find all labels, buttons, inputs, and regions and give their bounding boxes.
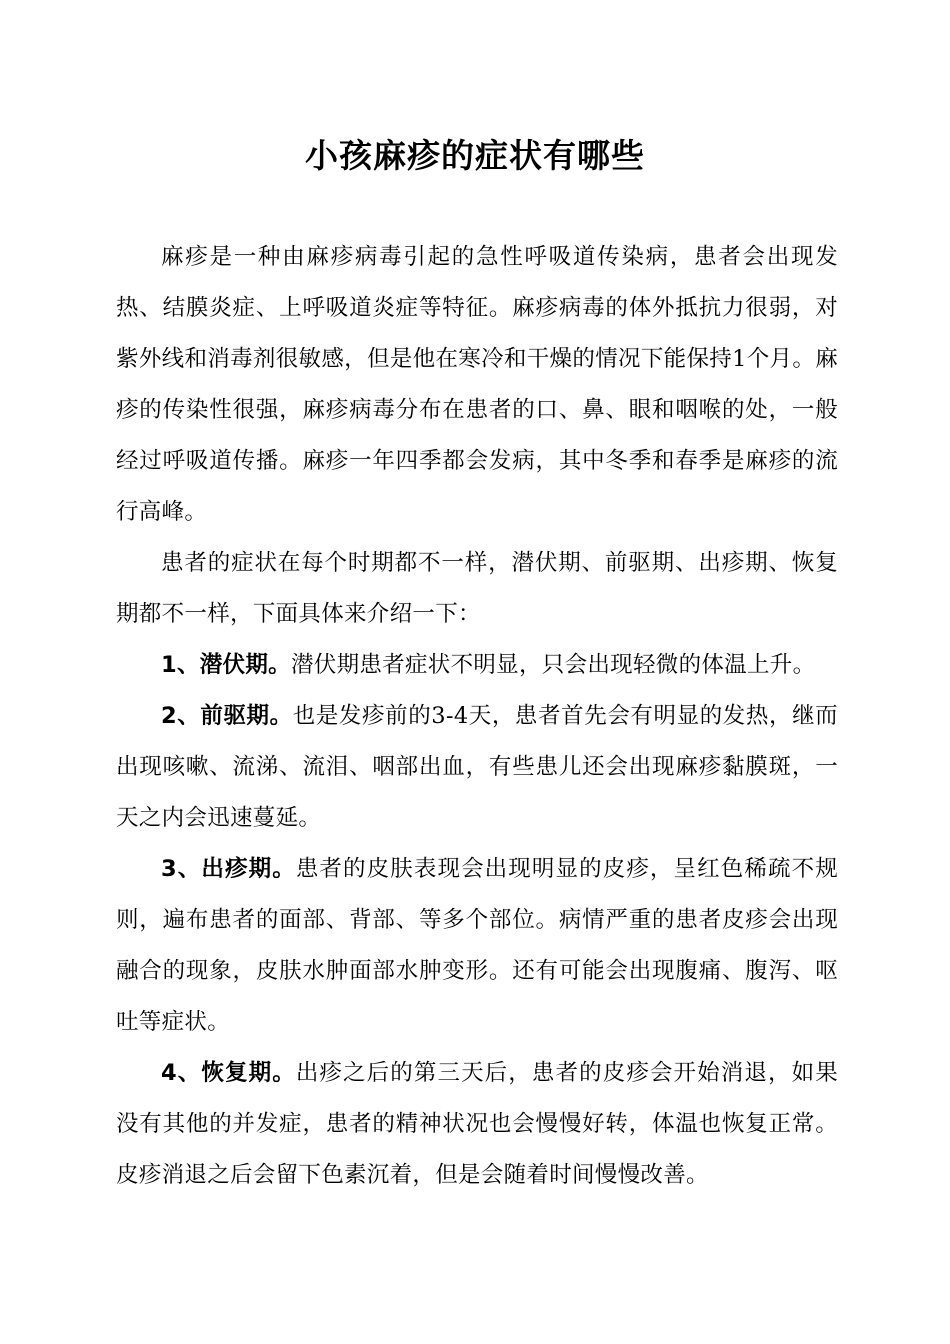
- section-text: 也是发疹前的3-4天，患者首先会有明显的发热，继而出现咳嗽、流涕、流泪、咽部出血，有些患儿还会出现麻疹黏膜斑，一天之内会迅速蔓延。: [116, 703, 838, 831]
- document-title: 小孩麻疹的症状有哪些: [305, 136, 645, 175]
- section-heading: 4、恢复期。: [161, 1060, 296, 1086]
- intro-paragraph: 麻疹是一种由麻疹病毒引起的急性呼吸道传染病，患者会出现发热、结膜炎症、上呼吸道炎症等特征。麻疹病毒的体外抵抗力很弱，对紫外线和消毒剂很敏感，但是他在寒冷和干燥的情况下能保持1个月。麻疹的传染性很强，麻疹病毒分布在患者的口、鼻、眼和咽喉的处，一般经过呼吸道传播。麻疹一年四季都会发病，其中冬季和春季是麻疹的流行高峰。: [116, 244, 838, 525]
- section-text: 出疹之后的第三天后，患者的皮疹会开始消退，如果没有其他的并发症，患者的精神状况也会慢慢好转，体温也恢复正常。皮疹消退之后会留下色素沉着，但是会随着时间慢慢改善。: [116, 1060, 838, 1188]
- section-text: 潜伏期患者症状不明显，只会出现轻微的体温上升。: [290, 652, 816, 678]
- section-heading: 2、前驱期。: [161, 703, 293, 729]
- section-heading: 1、潜伏期。: [161, 652, 291, 678]
- section-rash: [116, 844, 838, 1048]
- section-recovery: [116, 1048, 838, 1201]
- section-incubation: [116, 640, 838, 691]
- document-body: [116, 232, 838, 1201]
- section-heading: 3、出疹期。: [161, 856, 296, 882]
- overview-paragraph: 患者的症状在每个时期都不一样，潜伏期、前驱期、出疹期、恢复期都不一样，下面具体来介绍一下：: [116, 550, 838, 627]
- section-text: 患者的皮肤表现会出现明显的皮疹，呈红色稀疏不规则，遍布患者的面部、背部、等多个部位。病情严重的患者皮疹会出现融合的现象，皮肤水肿面部水肿变形。还有可能会出现腹痛、腹泻、呕吐等症状。: [116, 856, 838, 1035]
- section-prodromal: [116, 691, 838, 844]
